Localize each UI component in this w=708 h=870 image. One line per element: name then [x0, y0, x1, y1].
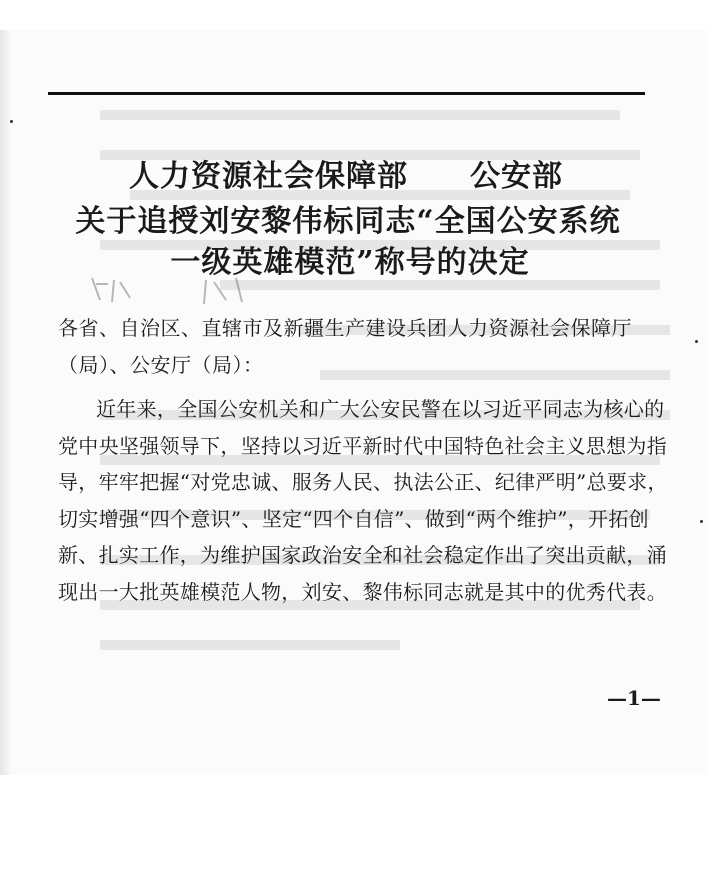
page-edge-shadow	[0, 30, 12, 775]
scan-speck	[10, 120, 13, 123]
scan-speck	[700, 520, 703, 523]
body-paragraph: 近年来，全国公安机关和广大公安民警在以习近平同志为核心的党中央坚强领导下，坚持以习近平新时代中国特色社会主义思想为指导，牢牢把握“对党忠诚、服务人民、执法公正、纪律严明”总要求，切实增强“四个意识”、坚定“四个自信”、做到“两个维护”，开拓创新、扎实工作，为维护国家政治安全和社会稳定作出了突出贡献，涌现出一大批英雄模范人物，刘安、黎伟标同志就是其中的优秀代表。	[58, 397, 668, 604]
scan-speck	[695, 340, 698, 343]
faded-stamp	[86, 270, 276, 310]
document-title-line-2: 关于追授刘安黎伟标同志“全国公安系统	[75, 204, 621, 239]
addressees: 各省、自治区、直辖市及新疆生产建设兵团人力资源社会保障厅（局）、公安厅（局）：	[58, 316, 632, 377]
document-title-line-3: 一级英雄模范”称号的决定	[170, 245, 530, 280]
document-title-line-1: 人力资源社会保障部 公安部	[129, 159, 563, 194]
page-number: —1—	[607, 686, 661, 710]
header-rule	[48, 92, 645, 95]
